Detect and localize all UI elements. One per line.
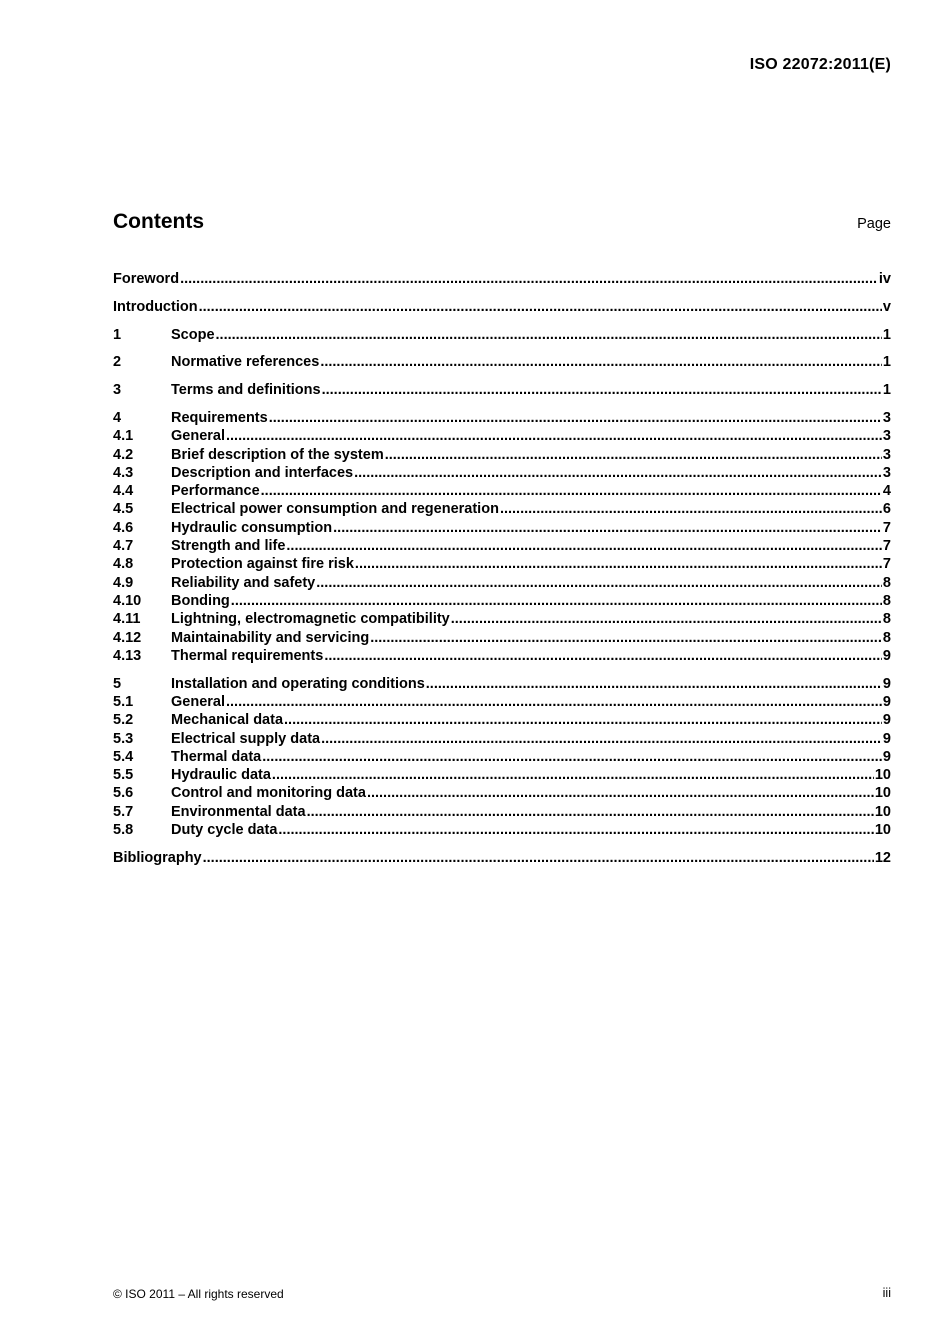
toc-dot-leader (500, 500, 882, 518)
toc-entry[interactable] (113, 711, 891, 729)
toc-page-number: 8 (882, 574, 891, 591)
toc-page-number: 3 (882, 428, 891, 445)
toc-dot-leader (216, 326, 882, 344)
toc-entry[interactable] (113, 693, 891, 711)
toc-dot-leader (451, 610, 882, 628)
toc-section-title[interactable]: Thermal data (171, 748, 262, 765)
toc-dot-leader (426, 675, 882, 693)
toc-section-number: 1 (113, 326, 122, 343)
toc-section-title[interactable]: General (171, 428, 225, 445)
toc-section-title[interactable]: Electrical supply data (171, 730, 321, 747)
toc-page-number: 9 (882, 675, 891, 692)
toc-entry[interactable] (113, 326, 891, 344)
toc-section-number: 4.7 (113, 538, 134, 555)
toc-section-number: 5.7 (113, 803, 134, 820)
toc-section-number: 4.11 (113, 611, 141, 628)
toc-section-title[interactable]: Duty cycle data (171, 822, 278, 839)
toc-page-number: 3 (882, 446, 891, 463)
toc-section-title[interactable]: Requirements (171, 409, 268, 426)
toc-section-title[interactable]: Protection against fire risk (171, 556, 354, 573)
toc-entry[interactable] (113, 537, 891, 555)
toc-section-title[interactable]: Control and monitoring data (171, 785, 366, 802)
toc-section-number: 4.6 (113, 519, 134, 536)
toc-section-number: 5.4 (113, 748, 134, 765)
toc-section-number: 4.8 (113, 556, 134, 573)
toc-entry[interactable] (113, 519, 891, 537)
toc-page-number: 9 (882, 693, 891, 710)
toc-page-number: 8 (882, 611, 891, 628)
toc-dot-leader (320, 353, 882, 371)
toc-section-number: 5.8 (113, 822, 134, 839)
toc-section-number: 4.10 (113, 592, 142, 609)
toc-section-title[interactable]: Hydraulic consumption (171, 519, 333, 536)
toc-entry[interactable] (113, 409, 891, 427)
toc-dot-leader (370, 629, 882, 647)
toc-page-number: 9 (882, 730, 891, 747)
toc-section-number: 4.2 (113, 446, 134, 463)
toc-entry[interactable] (113, 270, 891, 288)
contents-title: Contents (113, 210, 204, 233)
toc-dot-leader (278, 821, 873, 839)
toc-entry[interactable] (113, 748, 891, 766)
toc-dot-leader (226, 693, 882, 711)
toc-page-number: 12 (874, 849, 891, 866)
toc-section-title[interactable]: Brief description of the system (171, 446, 384, 463)
toc-section-title[interactable]: Bonding (171, 592, 230, 609)
toc-entry[interactable] (113, 849, 891, 867)
toc-dot-leader (324, 647, 882, 665)
toc-section-number: 4.13 (113, 647, 142, 664)
toc-entry[interactable] (113, 784, 891, 802)
toc-section-title[interactable]: Environmental data (171, 803, 306, 820)
toc-dot-leader (231, 592, 882, 610)
toc-section-number: 4 (113, 409, 122, 426)
toc-dot-leader (199, 298, 882, 316)
toc-section-number: 5 (113, 675, 122, 692)
toc-section-title[interactable]: Description and interfaces (171, 464, 354, 481)
toc-dot-leader (355, 555, 882, 573)
toc-section-number: 5.6 (113, 785, 134, 802)
toc-section-number: 4.12 (113, 629, 142, 646)
toc-entry[interactable] (113, 821, 891, 839)
toc-dot-leader (262, 748, 882, 766)
toc-dot-leader (316, 574, 882, 592)
toc-entry[interactable] (113, 610, 891, 628)
toc-section-title[interactable]: Electrical power consumption and regeneration (171, 501, 499, 518)
toc-dot-leader (284, 711, 882, 729)
toc-section-number: 4.9 (113, 574, 134, 591)
toc-section-title[interactable]: Installation and operating conditions (171, 675, 425, 692)
toc-section-title[interactable]: General (171, 693, 225, 710)
page-number: iii (882, 1286, 891, 1300)
toc-section-number: 3 (113, 382, 122, 399)
toc-section-title[interactable]: Maintainability and servicing (171, 629, 370, 646)
toc-dot-leader (203, 849, 874, 867)
toc-page-number: 3 (882, 464, 891, 481)
toc-entry[interactable] (113, 353, 891, 371)
toc-page-number: 1 (882, 326, 891, 343)
toc-section-number: 4.3 (113, 464, 134, 481)
toc-page-number: 1 (882, 382, 891, 399)
toc-page-number: 1 (882, 354, 891, 371)
toc-entry[interactable] (113, 381, 891, 399)
toc-page-number: 8 (882, 629, 891, 646)
toc-section-title[interactable]: Thermal requirements (171, 647, 324, 664)
toc-page-number: 7 (882, 538, 891, 555)
toc-section-title[interactable]: Performance (171, 483, 260, 500)
toc-page-number: 3 (882, 409, 891, 426)
toc-section-title[interactable]: Mechanical data (171, 712, 284, 729)
toc-dot-leader (354, 464, 882, 482)
toc-page-number: 8 (882, 592, 891, 609)
copyright-notice: © ISO 2011 – All rights reserved (113, 1287, 284, 1301)
toc-entry[interactable] (113, 464, 891, 482)
toc-page-number: 9 (882, 712, 891, 729)
toc-entry[interactable] (113, 629, 891, 647)
toc-page-number: 9 (882, 647, 891, 664)
toc-entry[interactable] (113, 427, 891, 445)
toc-entry[interactable] (113, 298, 891, 316)
toc-page-number: 10 (874, 803, 891, 820)
toc-section-number: 4.1 (113, 428, 134, 445)
toc-section-number: 4.4 (113, 483, 134, 500)
toc-dot-leader (321, 730, 882, 748)
toc-page-number: 4 (882, 483, 891, 500)
toc-entry[interactable] (113, 675, 891, 693)
toc-entry[interactable] (113, 555, 891, 573)
toc-section-title[interactable]: Hydraulic data (171, 767, 271, 784)
toc-entry[interactable] (113, 446, 891, 464)
toc-page-number: 10 (874, 822, 891, 839)
toc-page-number: 9 (882, 748, 891, 765)
toc-section-title[interactable]: Normative references (171, 354, 320, 371)
toc-entry[interactable] (113, 730, 891, 748)
toc-section-number: 5.2 (113, 712, 134, 729)
toc-section-title[interactable]: Strength and life (171, 538, 286, 555)
toc-section-number: 5.3 (113, 730, 134, 747)
toc-section-number: 5.1 (113, 693, 134, 710)
toc-page-number: iv (878, 271, 891, 287)
toc-section-number: 4.5 (113, 501, 134, 518)
toc-section-title[interactable]: Introduction (113, 298, 198, 315)
toc-page-number: 10 (874, 785, 891, 802)
toc-entry[interactable] (113, 482, 891, 500)
toc-dot-leader (180, 270, 878, 288)
toc-entry[interactable] (113, 592, 891, 610)
toc-section-number: 2 (113, 354, 122, 371)
toc-section-title[interactable]: Scope (171, 326, 215, 343)
toc-section-number: 5.5 (113, 767, 134, 784)
toc-section-title[interactable]: Foreword (113, 271, 180, 287)
toc-entry[interactable] (113, 574, 891, 592)
toc-section-title[interactable]: Reliability and safety (171, 574, 316, 591)
toc-page-number: 7 (882, 519, 891, 536)
toc-dot-leader (261, 482, 882, 500)
toc-entry[interactable] (113, 803, 891, 821)
toc-dot-leader (307, 803, 874, 821)
toc-dot-leader (286, 537, 882, 555)
document-code: ISO 22072:2011(E) (749, 56, 891, 73)
toc-section-title[interactable]: Bibliography (113, 849, 202, 866)
toc-dot-leader (385, 446, 882, 464)
toc-section-title[interactable]: Terms and definitions (171, 382, 321, 399)
toc-dot-leader (272, 766, 874, 784)
toc-dot-leader (269, 409, 882, 427)
toc-entry[interactable] (113, 766, 891, 784)
toc-section-title[interactable]: Lightning, electromagnetic compatibility (171, 611, 450, 628)
page-column-label: Page (857, 216, 891, 232)
toc-page-number: v (882, 298, 891, 315)
toc-dot-leader (226, 427, 882, 445)
toc-dot-leader (322, 381, 882, 399)
toc-page-number: 7 (882, 556, 891, 573)
toc-entry[interactable] (113, 647, 891, 665)
toc-dot-leader (333, 519, 882, 537)
toc-entry[interactable] (113, 500, 891, 518)
toc-page-number: 6 (882, 501, 891, 518)
toc-page-number: 10 (874, 767, 891, 784)
table-of-contents (113, 270, 891, 867)
toc-dot-leader (367, 784, 874, 802)
